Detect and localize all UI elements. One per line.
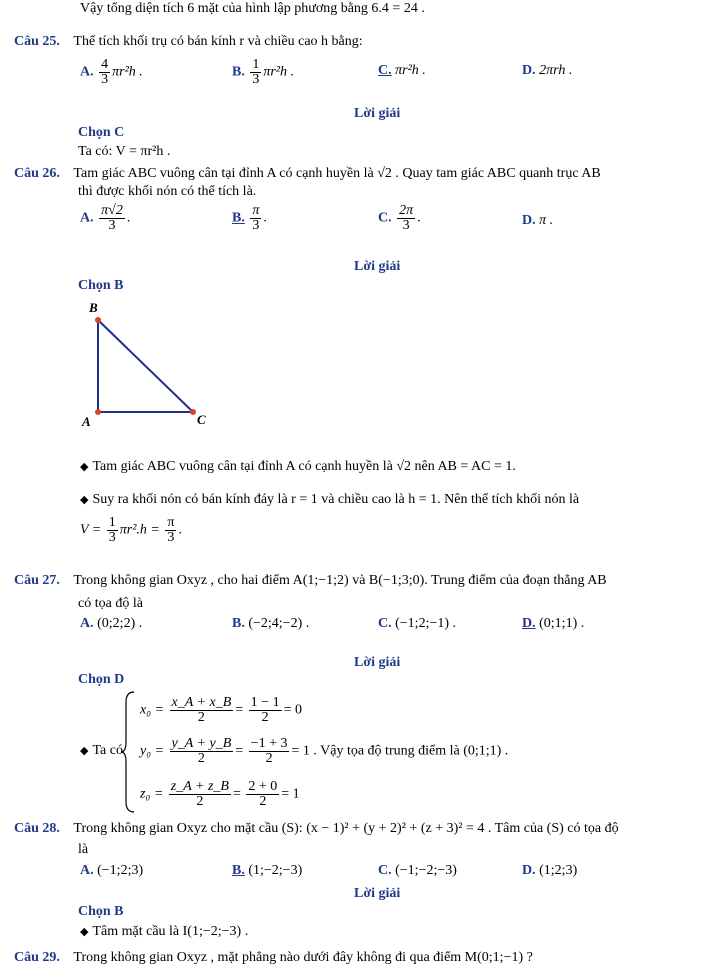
- q26-bullet2: ◆ Suy ra khối nón có bán kính đáy là r = 1 và chiều cao là h = 1. Nên thể tích khối nón là: [80, 492, 580, 507]
- q25-option-a[interactable]: A. $\frac{4}{3}$ πr²h .: [80, 57, 143, 87]
- bullet-icon: ◆: [80, 926, 89, 938]
- q27-solution-header: Lời giải: [354, 655, 401, 670]
- bullet-icon: ◆: [80, 745, 89, 757]
- q26-formula: V = $\frac{1}{3}$ πr².h = $\frac{\pi}{3}$ .: [80, 515, 182, 545]
- edge-bc: [98, 320, 193, 412]
- q26-choice: Chọn B: [78, 278, 124, 293]
- point-b: [95, 317, 101, 323]
- fraction: $\frac{1}{3}$: [108, 515, 116, 545]
- triangle-figure: [78, 298, 218, 433]
- q28-text1: Trong không gian Oxyz cho mặt cầu (S): (x − 1)² + (y + 2)² + (z + 3)² = 4 . Tâm của (S) có tọa độ: [73, 821, 619, 836]
- q28-choice: Chọn B: [78, 904, 124, 919]
- q28-option-a[interactable]: A. (−1;2;3): [80, 863, 144, 878]
- fraction: $\frac{1}{3}$: [252, 57, 260, 87]
- q25-option-b[interactable]: B. $\frac{1}{3}$ πr²h .: [232, 57, 295, 87]
- q25-text: Thể tích khối trụ có bán kính r và chiều cao h bằng:: [73, 34, 363, 49]
- q27-option-c[interactable]: C. (−1;2;−1) .: [378, 616, 457, 631]
- q27-eq2: y₀ = $\frac{y\_A + y\_B}{2}$ = $\frac{-1 + 3}{2}$ = 1 . Vậy tọa độ trung điểm là (0;1;1) .: [140, 736, 509, 766]
- q28-bullet: ◆ Tâm mặt cầu là I(1;−2;−3) .: [80, 924, 249, 939]
- label-a: A: [82, 414, 91, 429]
- q27-eq3: z₀ = $\frac{z\_A + z\_B}{2}$ = $\frac{2 + 0}{2}$ = 1: [140, 779, 300, 809]
- fraction: $\frac{2 + 0}{2}$: [248, 779, 278, 809]
- q28-label: Câu 28.: [14, 821, 60, 836]
- q26-bullet1: ◆ Tam giác ABC vuông cân tại đỉnh A có cạnh huyền là √2 nên AB = AC = 1.: [80, 459, 516, 474]
- option-key: D.: [522, 213, 536, 228]
- q25-label: Câu 25.: [14, 34, 60, 49]
- q26-row: [14, 165, 601, 183]
- q27-conclusion: . Vậy tọa độ trung điểm là (0;1;1) .: [313, 743, 509, 759]
- q27-choice: Chọn D: [78, 672, 125, 687]
- q25-solution-header: Lời giải: [354, 106, 401, 121]
- option-key: B.: [232, 210, 245, 226]
- label-b: B: [89, 300, 98, 315]
- option-key: D.: [522, 63, 536, 78]
- q25-work: Ta có: V = πr²h .: [78, 144, 171, 159]
- q27-eq1: x₀ = $\frac{x\_A + x\_B}{2}$ = $\frac{1 - 1}{2}$ = 0: [140, 695, 302, 725]
- q29-text: Trong không gian Oxyz , mặt phẳng nào dưới đây không đi qua điểm M(0;1;−1) ?: [73, 950, 533, 965]
- option-key: A.: [80, 210, 94, 226]
- q26-option-c[interactable]: C. $\frac{2\pi}{3}$ .: [378, 203, 421, 233]
- bullet-icon: ◆: [80, 494, 89, 506]
- q27-taco: ◆ Ta có: [80, 743, 123, 758]
- q28-option-b[interactable]: B. (1;−2;−3): [232, 863, 303, 878]
- option-key: C.: [378, 863, 392, 878]
- option-key: C.: [378, 616, 392, 631]
- label-c: C: [197, 412, 206, 427]
- option-key: C.: [378, 63, 392, 78]
- q27-option-a[interactable]: A. (0;2;2) .: [80, 616, 143, 631]
- top-line: Vậy tổng diện tích 6 mặt của hình lập phương bằng 6.4 = 24 .: [80, 1, 425, 16]
- option-key: A.: [80, 616, 94, 631]
- q27-text2: có tọa độ là: [78, 596, 143, 611]
- fraction: $\frac{\pi}{3}$: [167, 515, 175, 545]
- q26-option-d[interactable]: D. π .: [522, 213, 554, 228]
- fraction: $\frac{4}{3}$: [101, 57, 109, 87]
- q28-option-d[interactable]: D. (1;2;3): [522, 863, 578, 878]
- q25-option-d[interactable]: D. 2πrh .: [522, 63, 573, 78]
- q26-text1: Tam giác ABC vuông cân tại đỉnh A có cạnh huyền là √2 . Quay tam giác ABC quanh trục AB: [73, 166, 601, 181]
- q27-option-d[interactable]: D. (0;1;1) .: [522, 616, 585, 631]
- q25-row: [14, 33, 363, 51]
- q28-text2: là: [78, 842, 89, 857]
- q29-row: [14, 949, 533, 967]
- option-key: A.: [80, 863, 94, 878]
- q27-option-b[interactable]: B. (−2;4;−2) .: [232, 616, 310, 631]
- q28-option-c[interactable]: C. (−1;−2;−3): [378, 863, 457, 878]
- q29-label: Câu 29.: [14, 950, 60, 965]
- q25-option-c[interactable]: C. πr²h .: [378, 63, 426, 78]
- q27-text1: Trong không gian Oxyz , cho hai điểm A(1;−1;2) và B(−1;3;0). Trung điểm của đoạn thẳng AB: [73, 573, 607, 588]
- q26-option-a[interactable]: A. $\frac{\pi√2}{3}$ .: [80, 203, 131, 233]
- fraction: $\frac{\pi}{3}$: [252, 203, 260, 233]
- point-c: [190, 409, 196, 415]
- q27-label: Câu 27.: [14, 573, 60, 588]
- option-key: D.: [522, 863, 536, 878]
- option-key: C.: [378, 210, 392, 226]
- fraction: $\frac{-1 + 3}{2}$: [250, 736, 288, 766]
- q26-option-b[interactable]: B. $\frac{\pi}{3}$ .: [232, 203, 267, 233]
- bullet-icon: ◆: [80, 461, 89, 473]
- option-key: D.: [522, 616, 536, 631]
- q25-choice: Chọn C: [78, 125, 125, 140]
- option-key: B.: [232, 863, 245, 878]
- fraction: $\frac{\pi√2}{3}$: [101, 203, 123, 233]
- fraction: $\frac{2\pi}{3}$: [399, 203, 414, 233]
- option-key: B.: [232, 64, 245, 80]
- fraction: $\frac{y\_A + y\_B}{2}$: [171, 736, 232, 766]
- system-brace: [120, 690, 136, 814]
- option-key: A.: [80, 64, 94, 80]
- fraction: $\frac{x\_A + x\_B}{2}$: [171, 695, 232, 725]
- fraction: $\frac{z\_A + z\_B}{2}$: [170, 779, 229, 809]
- q28-solution-header: Lời giải: [354, 886, 401, 901]
- point-a: [95, 409, 101, 415]
- q26-text2: thì được khối nón có thể tích là.: [78, 184, 257, 199]
- q26-label: Câu 26.: [14, 166, 60, 181]
- option-key: B.: [232, 616, 245, 631]
- q27-row: [14, 572, 607, 590]
- q28-row: [14, 820, 619, 838]
- fraction: $\frac{1 - 1}{2}$: [250, 695, 280, 725]
- q26-solution-header: Lời giải: [354, 259, 401, 274]
